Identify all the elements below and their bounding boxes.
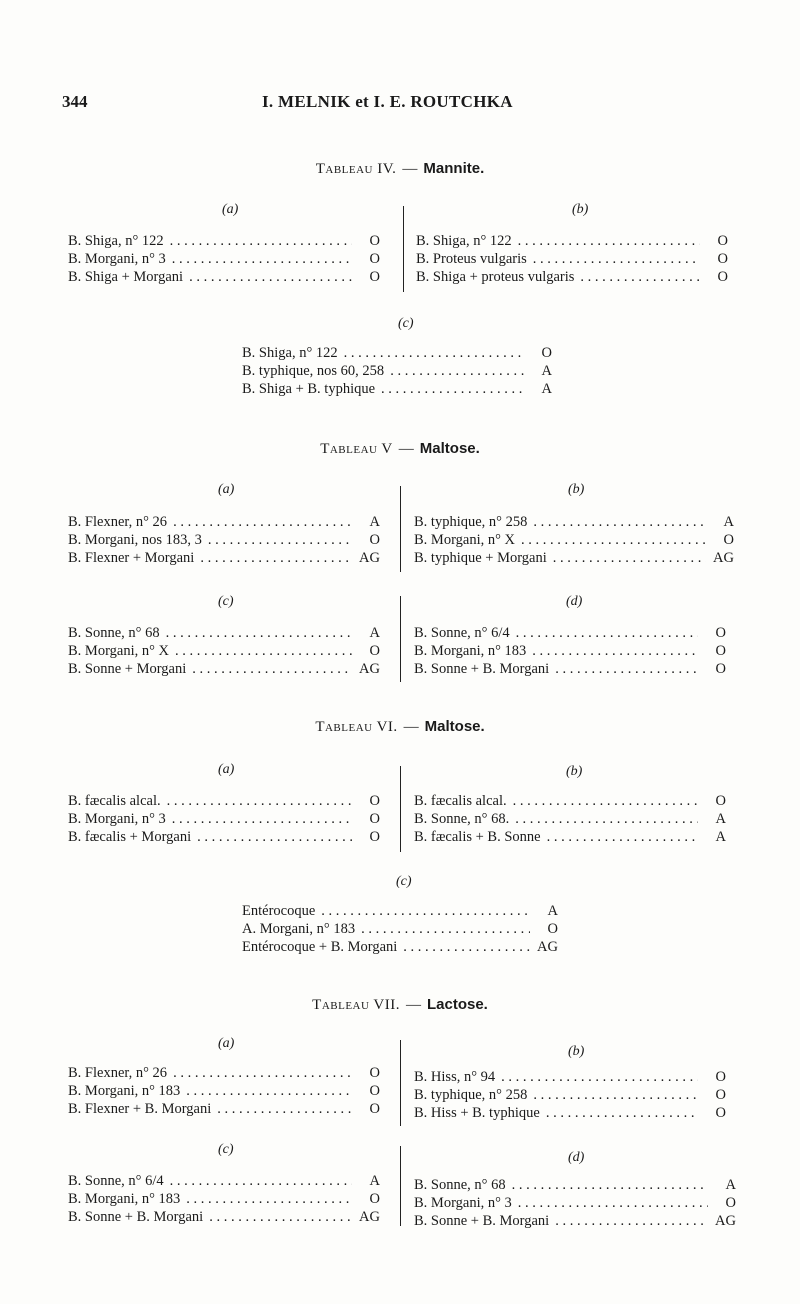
sub-table-a xyxy=(68,792,380,846)
row-result: O xyxy=(369,1191,380,1207)
table-row xyxy=(414,624,726,642)
page-number: 344 xyxy=(62,92,88,111)
table-row xyxy=(414,828,726,846)
sub-table-label: (d) xyxy=(566,594,583,609)
row-name: B. Sonne + Morgani xyxy=(68,661,187,677)
sub-table-label: (d) xyxy=(568,1150,585,1165)
sub-table-c xyxy=(68,624,380,678)
row-result: O xyxy=(723,532,734,548)
table-row xyxy=(68,1100,380,1118)
row-name: B. Morgani, nos 183, 3 xyxy=(68,532,202,548)
sub-table-label: (b) xyxy=(572,202,589,217)
row-name: B. Sonne + B. Morgani xyxy=(68,1209,204,1225)
sub-table-a xyxy=(68,1064,380,1118)
column-divider xyxy=(400,1040,401,1126)
sub-table-b xyxy=(414,1068,726,1122)
table-row xyxy=(416,250,728,268)
tableau-title xyxy=(0,160,800,178)
row-name: B. Flexner + B. Morgani xyxy=(68,1101,212,1117)
row-result: O xyxy=(541,345,552,361)
row-name: B. Sonne + B. Morgani xyxy=(414,1213,550,1229)
row-result: O xyxy=(369,1065,380,1081)
tableau-sugar: Mannite. xyxy=(423,160,485,177)
row-name: B. Sonne, n° 6/4 xyxy=(414,625,510,641)
table-row xyxy=(68,232,380,250)
tableau-title xyxy=(0,440,800,458)
table-row xyxy=(242,938,558,956)
tableau-title xyxy=(0,996,800,1014)
row-result: O xyxy=(715,793,726,809)
row-result: AG xyxy=(359,1209,380,1225)
table-row xyxy=(414,1194,736,1212)
row-name: B. Morgani, n° 3 xyxy=(414,1195,512,1211)
row-result: A xyxy=(725,1177,736,1193)
table-row xyxy=(414,549,734,567)
row-name: B. Flexner, n° 26 xyxy=(68,514,168,530)
row-result: O xyxy=(715,625,726,641)
table-row xyxy=(416,232,728,250)
tableau-label: Tableau VI. xyxy=(315,719,398,735)
tableau-title xyxy=(0,718,800,736)
row-result: AG xyxy=(537,939,558,955)
table-row xyxy=(68,268,380,286)
sub-table-label: (b) xyxy=(568,1044,585,1059)
tableau-separator: — xyxy=(405,997,421,1013)
table-row xyxy=(414,1068,726,1086)
tableau-label: Tableau IV. xyxy=(315,161,397,177)
table-row xyxy=(68,513,380,531)
sub-table-label: (b) xyxy=(566,764,583,779)
row-result: A xyxy=(723,514,734,530)
row-result: O xyxy=(369,811,380,827)
row-name: B. typhique, nos 60, 258 xyxy=(242,363,385,379)
tableau-separator: — xyxy=(403,719,419,735)
table-row xyxy=(414,660,726,678)
sub-table-label: (a) xyxy=(218,482,235,497)
row-name: B. Morgani, n° 3 xyxy=(68,251,166,267)
tableau-sugar: Maltose. xyxy=(424,718,485,735)
row-result: A xyxy=(715,829,726,845)
tableau-sugar: Maltose. xyxy=(419,440,480,457)
table-row xyxy=(416,268,728,286)
sub-table-label: (c) xyxy=(398,316,414,331)
row-result: O xyxy=(715,643,726,659)
table-row xyxy=(68,1208,380,1226)
row-result: O xyxy=(717,269,728,285)
row-name: B. typhique + Morgani xyxy=(414,550,547,566)
row-name: B. Shiga + B. typhique xyxy=(242,381,376,397)
row-name: B. fæcalis alcal. xyxy=(414,793,507,809)
table-row xyxy=(242,362,552,380)
column-divider xyxy=(400,486,401,572)
sub-table-b xyxy=(416,232,728,286)
table-row xyxy=(68,624,380,642)
running-head: I. MELNIK et I. E. ROUTCHKA xyxy=(262,92,513,111)
table-row xyxy=(68,531,380,549)
table-row xyxy=(68,250,380,268)
row-name: B. Morgani, n° X xyxy=(68,643,169,659)
sub-table-label: (a) xyxy=(218,762,235,777)
row-name: Entérocoque xyxy=(242,903,316,919)
table-row xyxy=(68,1190,380,1208)
row-result: O xyxy=(715,1087,726,1103)
tableau-label: Tableau V xyxy=(320,441,393,457)
row-result: O xyxy=(369,1083,380,1099)
row-result: O xyxy=(369,251,380,267)
table-row xyxy=(414,1104,726,1122)
row-result: A xyxy=(369,1173,380,1189)
row-name: B. Sonne, n° 68. xyxy=(414,811,510,827)
row-result: A xyxy=(547,903,558,919)
table-row xyxy=(68,810,380,828)
row-result: O xyxy=(717,233,728,249)
column-divider xyxy=(400,766,401,852)
row-name: B. fæcalis + Morgani xyxy=(68,829,192,845)
tableau-sugar: Lactose. xyxy=(426,996,488,1013)
row-name: A. Morgani, n° 183 xyxy=(242,921,356,937)
row-name: B. Sonne, n° 6/4 xyxy=(68,1173,164,1189)
row-result: O xyxy=(369,269,380,285)
sub-table-c xyxy=(68,1172,380,1226)
table-row xyxy=(414,1176,736,1194)
table-row xyxy=(414,531,734,549)
row-result: A xyxy=(541,363,552,379)
row-result: A xyxy=(715,811,726,827)
tableau-label: Tableau VII. xyxy=(312,997,400,1013)
table-row xyxy=(68,828,380,846)
sub-table-label: (c) xyxy=(218,594,234,609)
row-result: O xyxy=(715,1069,726,1085)
row-name: B. Morgani, n° 3 xyxy=(68,811,166,827)
row-result: AG xyxy=(715,1213,736,1229)
row-result: O xyxy=(369,233,380,249)
row-result: O xyxy=(369,793,380,809)
column-divider xyxy=(400,596,401,682)
sub-table-d xyxy=(414,624,726,678)
tableau-separator: — xyxy=(398,441,414,457)
column-divider xyxy=(400,1146,401,1226)
row-name: B. Morgani, n° 183 xyxy=(68,1083,181,1099)
row-name: B. Shiga, n° 122 xyxy=(242,345,338,361)
row-result: O xyxy=(715,661,726,677)
table-row xyxy=(414,1212,736,1230)
table-row xyxy=(242,920,558,938)
sub-table-label: (c) xyxy=(396,874,412,889)
sub-table-b xyxy=(414,792,726,846)
row-name: B. Morgani, n° 183 xyxy=(68,1191,181,1207)
row-result: O xyxy=(369,532,380,548)
table-row xyxy=(414,642,726,660)
sub-table-a xyxy=(68,232,380,286)
sub-table-label: (a) xyxy=(218,1036,235,1051)
row-name: B. Sonne, n° 68 xyxy=(414,1177,506,1193)
row-result: O xyxy=(369,1101,380,1117)
sub-table-label: (c) xyxy=(218,1142,234,1157)
row-name: B. Morgani, n° 183 xyxy=(414,643,527,659)
table-row xyxy=(242,344,552,362)
row-result: O xyxy=(717,251,728,267)
row-name: B. Hiss + B. typhique xyxy=(414,1105,540,1121)
table-row xyxy=(68,1172,380,1190)
table-row xyxy=(68,1064,380,1082)
row-name: B. Proteus vulgaris xyxy=(416,251,527,267)
row-result: A xyxy=(369,625,380,641)
table-row xyxy=(68,549,380,567)
sub-table-label: (a) xyxy=(222,202,239,217)
row-name: B. Shiga + Morgani xyxy=(68,269,184,285)
table-row xyxy=(414,1086,726,1104)
row-name: B. Shiga, n° 122 xyxy=(68,233,164,249)
table-row xyxy=(414,810,726,828)
sub-table-c xyxy=(242,344,552,398)
sub-table-a xyxy=(68,513,380,567)
row-name: B. Flexner + Morgani xyxy=(68,550,195,566)
row-name: B. Shiga, n° 122 xyxy=(416,233,512,249)
row-result: AG xyxy=(359,661,380,677)
row-name: B. Sonne + B. Morgani xyxy=(414,661,550,677)
row-result: O xyxy=(369,643,380,659)
row-result: O xyxy=(725,1195,736,1211)
table-row xyxy=(414,792,726,810)
table-row xyxy=(68,792,380,810)
row-name: B. Sonne, n° 68 xyxy=(68,625,160,641)
table-row xyxy=(414,513,734,531)
row-result: A xyxy=(369,514,380,530)
row-name: B. fæcalis + B. Sonne xyxy=(414,829,541,845)
tableau-separator: — xyxy=(402,161,418,177)
table-row xyxy=(242,902,558,920)
row-name: B. typhique, n° 258 xyxy=(414,514,528,530)
row-result: A xyxy=(541,381,552,397)
sub-table-c xyxy=(242,902,558,956)
row-name: B. fæcalis alcal. xyxy=(68,793,161,809)
sub-table-b xyxy=(414,513,734,567)
row-result: O xyxy=(547,921,558,937)
row-result: O xyxy=(369,829,380,845)
column-divider xyxy=(403,206,404,292)
table-row xyxy=(68,1082,380,1100)
row-name: B. Shiga + proteus vulgaris xyxy=(416,269,575,285)
row-name: B. Morgani, n° X xyxy=(414,532,515,548)
row-result: O xyxy=(715,1105,726,1121)
row-name: B. Flexner, n° 26 xyxy=(68,1065,168,1081)
row-name: Entérocoque + B. Morgani xyxy=(242,939,398,955)
row-result: AG xyxy=(359,550,380,566)
sub-table-label: (b) xyxy=(568,482,585,497)
sub-table-d xyxy=(414,1176,736,1230)
table-row xyxy=(68,660,380,678)
table-row xyxy=(68,642,380,660)
row-name: B. typhique, n° 258 xyxy=(414,1087,528,1103)
row-name: B. Hiss, n° 94 xyxy=(414,1069,496,1085)
row-result: AG xyxy=(713,550,734,566)
table-row xyxy=(242,380,552,398)
